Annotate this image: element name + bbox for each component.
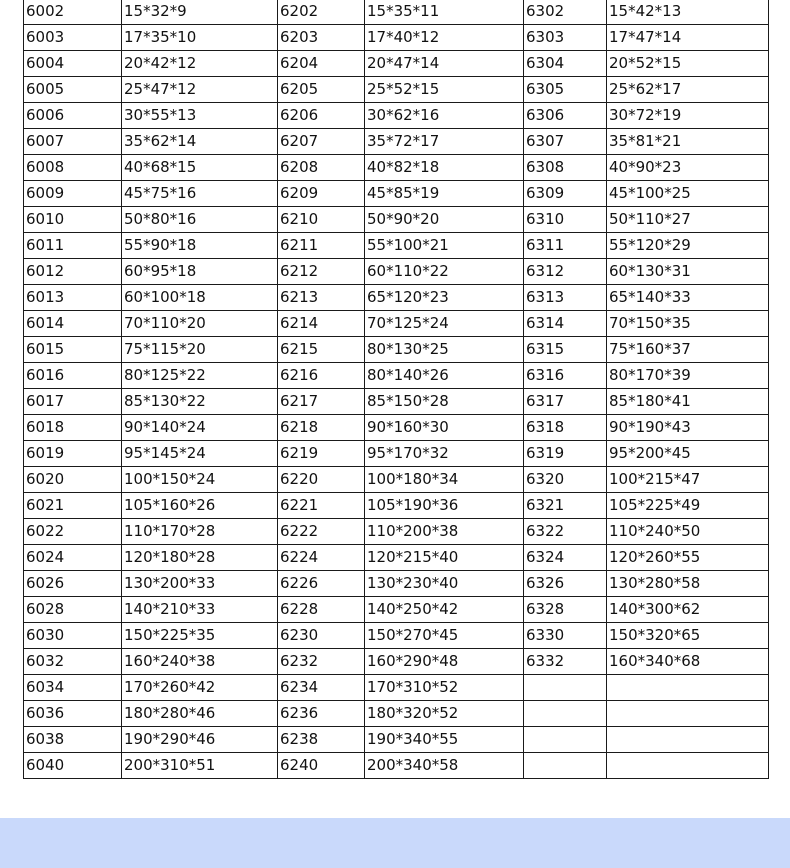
- model-6300-series-cell: 6315: [524, 337, 607, 363]
- model-6200-series-cell: 6221: [278, 493, 365, 519]
- model-6300-series-cell: 6303: [524, 25, 607, 51]
- size-6000-series-cell: 55*90*18: [122, 233, 278, 259]
- table-row: [24, 493, 769, 519]
- size-6300-series-cell: 150*320*65: [607, 623, 769, 649]
- size-6200-series-cell: 20*47*14: [365, 51, 524, 77]
- size-6300-series-cell: [607, 753, 769, 779]
- size-6000-series-cell: 180*280*46: [122, 701, 278, 727]
- model-6000-series-cell: 6016: [24, 363, 122, 389]
- size-6000-series-cell: 45*75*16: [122, 181, 278, 207]
- size-6000-series-cell: 20*42*12: [122, 51, 278, 77]
- model-6200-series-cell: 6236: [278, 701, 365, 727]
- size-6300-series-cell: 60*130*31: [607, 259, 769, 285]
- bearing-size-table: [23, 0, 769, 779]
- model-6300-series-cell: [524, 727, 607, 753]
- table-row: [24, 285, 769, 311]
- size-6300-series-cell: 15*42*13: [607, 0, 769, 25]
- model-6000-series-cell: 6026: [24, 571, 122, 597]
- model-6300-series-cell: 6326: [524, 571, 607, 597]
- size-6200-series-cell: 35*72*17: [365, 129, 524, 155]
- size-6300-series-cell: [607, 675, 769, 701]
- size-6200-series-cell: 50*90*20: [365, 207, 524, 233]
- model-6300-series-cell: 6302: [524, 0, 607, 25]
- model-6000-series-cell: 6028: [24, 597, 122, 623]
- size-6300-series-cell: 20*52*15: [607, 51, 769, 77]
- table-row: [24, 259, 769, 285]
- model-6000-series-cell: 6002: [24, 0, 122, 25]
- model-6300-series-cell: 6320: [524, 467, 607, 493]
- model-6200-series-cell: 6214: [278, 311, 365, 337]
- model-6300-series-cell: 6311: [524, 233, 607, 259]
- model-6000-series-cell: 6021: [24, 493, 122, 519]
- size-6000-series-cell: 190*290*46: [122, 727, 278, 753]
- model-6000-series-cell: 6009: [24, 181, 122, 207]
- size-6000-series-cell: 25*47*12: [122, 77, 278, 103]
- model-6200-series-cell: 6230: [278, 623, 365, 649]
- model-6200-series-cell: 6234: [278, 675, 365, 701]
- size-6200-series-cell: 90*160*30: [365, 415, 524, 441]
- table-row: [24, 129, 769, 155]
- model-6300-series-cell: 6314: [524, 311, 607, 337]
- model-6200-series-cell: 6215: [278, 337, 365, 363]
- size-6200-series-cell: 45*85*19: [365, 181, 524, 207]
- size-6200-series-cell: 65*120*23: [365, 285, 524, 311]
- size-6200-series-cell: 160*290*48: [365, 649, 524, 675]
- size-6300-series-cell: 110*240*50: [607, 519, 769, 545]
- size-6300-series-cell: 30*72*19: [607, 103, 769, 129]
- size-6200-series-cell: 80*140*26: [365, 363, 524, 389]
- size-6300-series-cell: 75*160*37: [607, 337, 769, 363]
- model-6000-series-cell: 6004: [24, 51, 122, 77]
- model-6300-series-cell: 6305: [524, 77, 607, 103]
- model-6300-series-cell: 6321: [524, 493, 607, 519]
- size-6300-series-cell: 50*110*27: [607, 207, 769, 233]
- size-6000-series-cell: 130*200*33: [122, 571, 278, 597]
- size-6300-series-cell: 100*215*47: [607, 467, 769, 493]
- table-row: [24, 233, 769, 259]
- size-6300-series-cell: 140*300*62: [607, 597, 769, 623]
- model-6000-series-cell: 6032: [24, 649, 122, 675]
- size-6000-series-cell: 80*125*22: [122, 363, 278, 389]
- table-row: [24, 103, 769, 129]
- size-6000-series-cell: 40*68*15: [122, 155, 278, 181]
- table-row: [24, 337, 769, 363]
- model-6200-series-cell: 6210: [278, 207, 365, 233]
- model-6300-series-cell: [524, 675, 607, 701]
- size-6200-series-cell: 140*250*42: [365, 597, 524, 623]
- table-row: [24, 467, 769, 493]
- size-6000-series-cell: 15*32*9: [122, 0, 278, 25]
- size-6000-series-cell: 75*115*20: [122, 337, 278, 363]
- size-6000-series-cell: 95*145*24: [122, 441, 278, 467]
- model-6000-series-cell: 6003: [24, 25, 122, 51]
- model-6300-series-cell: 6308: [524, 155, 607, 181]
- model-6200-series-cell: 6228: [278, 597, 365, 623]
- size-6000-series-cell: 35*62*14: [122, 129, 278, 155]
- model-6200-series-cell: 6205: [278, 77, 365, 103]
- model-6200-series-cell: 6213: [278, 285, 365, 311]
- model-6000-series-cell: 6019: [24, 441, 122, 467]
- model-6000-series-cell: 6040: [24, 753, 122, 779]
- size-6200-series-cell: 95*170*32: [365, 441, 524, 467]
- size-6300-series-cell: 95*200*45: [607, 441, 769, 467]
- model-6300-series-cell: 6330: [524, 623, 607, 649]
- model-6300-series-cell: 6318: [524, 415, 607, 441]
- size-6200-series-cell: 110*200*38: [365, 519, 524, 545]
- size-6300-series-cell: 90*190*43: [607, 415, 769, 441]
- model-6300-series-cell: 6324: [524, 545, 607, 571]
- size-6200-series-cell: 60*110*22: [365, 259, 524, 285]
- model-6200-series-cell: 6204: [278, 51, 365, 77]
- size-6300-series-cell: 45*100*25: [607, 181, 769, 207]
- size-6000-series-cell: 90*140*24: [122, 415, 278, 441]
- size-6300-series-cell: 160*340*68: [607, 649, 769, 675]
- table-row: [24, 753, 769, 779]
- table-row: [24, 25, 769, 51]
- size-6200-series-cell: 120*215*40: [365, 545, 524, 571]
- model-6200-series-cell: 6220: [278, 467, 365, 493]
- size-6200-series-cell: 55*100*21: [365, 233, 524, 259]
- table-row: [24, 389, 769, 415]
- size-6200-series-cell: 180*320*52: [365, 701, 524, 727]
- model-6200-series-cell: 6222: [278, 519, 365, 545]
- size-6200-series-cell: 25*52*15: [365, 77, 524, 103]
- model-6200-series-cell: 6209: [278, 181, 365, 207]
- table-row: [24, 77, 769, 103]
- model-6300-series-cell: 6328: [524, 597, 607, 623]
- size-6200-series-cell: 170*310*52: [365, 675, 524, 701]
- size-6300-series-cell: 55*120*29: [607, 233, 769, 259]
- size-6300-series-cell: 35*81*21: [607, 129, 769, 155]
- model-6000-series-cell: 6011: [24, 233, 122, 259]
- model-6200-series-cell: 6224: [278, 545, 365, 571]
- model-6000-series-cell: 6034: [24, 675, 122, 701]
- model-6000-series-cell: 6018: [24, 415, 122, 441]
- model-6300-series-cell: [524, 701, 607, 727]
- size-6300-series-cell: 70*150*35: [607, 311, 769, 337]
- size-6000-series-cell: 30*55*13: [122, 103, 278, 129]
- model-6200-series-cell: 6218: [278, 415, 365, 441]
- size-6200-series-cell: 17*40*12: [365, 25, 524, 51]
- table-row: [24, 0, 769, 25]
- table-row: [24, 519, 769, 545]
- size-6000-series-cell: 100*150*24: [122, 467, 278, 493]
- model-6300-series-cell: 6309: [524, 181, 607, 207]
- size-6200-series-cell: 130*230*40: [365, 571, 524, 597]
- size-6000-series-cell: 60*95*18: [122, 259, 278, 285]
- table-row: [24, 597, 769, 623]
- table-row: [24, 207, 769, 233]
- model-6200-series-cell: 6211: [278, 233, 365, 259]
- table-row: [24, 571, 769, 597]
- size-6000-series-cell: 120*180*28: [122, 545, 278, 571]
- model-6000-series-cell: 6036: [24, 701, 122, 727]
- model-6000-series-cell: 6010: [24, 207, 122, 233]
- size-6200-series-cell: 30*62*16: [365, 103, 524, 129]
- model-6200-series-cell: 6219: [278, 441, 365, 467]
- size-6200-series-cell: 150*270*45: [365, 623, 524, 649]
- size-6300-series-cell: 40*90*23: [607, 155, 769, 181]
- model-6300-series-cell: 6310: [524, 207, 607, 233]
- table-row: [24, 675, 769, 701]
- model-6300-series-cell: 6317: [524, 389, 607, 415]
- model-6200-series-cell: 6226: [278, 571, 365, 597]
- table-row: [24, 649, 769, 675]
- size-6000-series-cell: 160*240*38: [122, 649, 278, 675]
- table-row: [24, 181, 769, 207]
- model-6300-series-cell: 6319: [524, 441, 607, 467]
- size-6200-series-cell: 85*150*28: [365, 389, 524, 415]
- size-6000-series-cell: 170*260*42: [122, 675, 278, 701]
- model-6300-series-cell: 6313: [524, 285, 607, 311]
- model-6000-series-cell: 6014: [24, 311, 122, 337]
- size-6000-series-cell: 60*100*18: [122, 285, 278, 311]
- model-6300-series-cell: 6332: [524, 649, 607, 675]
- model-6300-series-cell: 6307: [524, 129, 607, 155]
- table-row: [24, 623, 769, 649]
- model-6300-series-cell: [524, 753, 607, 779]
- footer-band: [0, 818, 790, 868]
- size-6300-series-cell: 65*140*33: [607, 285, 769, 311]
- model-6000-series-cell: 6013: [24, 285, 122, 311]
- size-6300-series-cell: 85*180*41: [607, 389, 769, 415]
- model-6000-series-cell: 6015: [24, 337, 122, 363]
- model-6300-series-cell: 6322: [524, 519, 607, 545]
- size-6000-series-cell: 150*225*35: [122, 623, 278, 649]
- size-6300-series-cell: [607, 701, 769, 727]
- table-row: [24, 311, 769, 337]
- table-row: [24, 155, 769, 181]
- model-6200-series-cell: 6216: [278, 363, 365, 389]
- size-6300-series-cell: 105*225*49: [607, 493, 769, 519]
- size-6200-series-cell: 80*130*25: [365, 337, 524, 363]
- model-6000-series-cell: 6006: [24, 103, 122, 129]
- size-6000-series-cell: 140*210*33: [122, 597, 278, 623]
- size-6000-series-cell: 50*80*16: [122, 207, 278, 233]
- model-6000-series-cell: 6005: [24, 77, 122, 103]
- size-6200-series-cell: 190*340*55: [365, 727, 524, 753]
- size-6000-series-cell: 110*170*28: [122, 519, 278, 545]
- model-6000-series-cell: 6017: [24, 389, 122, 415]
- size-6300-series-cell: 120*260*55: [607, 545, 769, 571]
- model-6000-series-cell: 6030: [24, 623, 122, 649]
- model-6200-series-cell: 6212: [278, 259, 365, 285]
- table-row: [24, 701, 769, 727]
- model-6200-series-cell: 6207: [278, 129, 365, 155]
- model-6200-series-cell: 6203: [278, 25, 365, 51]
- size-6300-series-cell: 130*280*58: [607, 571, 769, 597]
- model-6200-series-cell: 6206: [278, 103, 365, 129]
- model-6000-series-cell: 6012: [24, 259, 122, 285]
- size-6000-series-cell: 105*160*26: [122, 493, 278, 519]
- model-6000-series-cell: 6024: [24, 545, 122, 571]
- size-6200-series-cell: 105*190*36: [365, 493, 524, 519]
- model-6200-series-cell: 6232: [278, 649, 365, 675]
- model-6200-series-cell: 6208: [278, 155, 365, 181]
- table-row: [24, 363, 769, 389]
- size-6000-series-cell: 70*110*20: [122, 311, 278, 337]
- size-6000-series-cell: 200*310*51: [122, 753, 278, 779]
- model-6200-series-cell: 6238: [278, 727, 365, 753]
- size-6200-series-cell: 100*180*34: [365, 467, 524, 493]
- size-6000-series-cell: 85*130*22: [122, 389, 278, 415]
- size-6300-series-cell: 80*170*39: [607, 363, 769, 389]
- model-6000-series-cell: 6038: [24, 727, 122, 753]
- model-6300-series-cell: 6304: [524, 51, 607, 77]
- size-6300-series-cell: 17*47*14: [607, 25, 769, 51]
- size-6300-series-cell: [607, 727, 769, 753]
- size-6200-series-cell: 40*82*18: [365, 155, 524, 181]
- model-6200-series-cell: 6240: [278, 753, 365, 779]
- model-6000-series-cell: 6007: [24, 129, 122, 155]
- model-6300-series-cell: 6312: [524, 259, 607, 285]
- model-6000-series-cell: 6008: [24, 155, 122, 181]
- table-row: [24, 51, 769, 77]
- table-row: [24, 441, 769, 467]
- size-6300-series-cell: 25*62*17: [607, 77, 769, 103]
- size-6200-series-cell: 70*125*24: [365, 311, 524, 337]
- model-6200-series-cell: 6202: [278, 0, 365, 25]
- model-6000-series-cell: 6022: [24, 519, 122, 545]
- table-body: [24, 0, 769, 779]
- model-6300-series-cell: 6316: [524, 363, 607, 389]
- table-row: [24, 727, 769, 753]
- model-6000-series-cell: 6020: [24, 467, 122, 493]
- model-6200-series-cell: 6217: [278, 389, 365, 415]
- size-6200-series-cell: 15*35*11: [365, 0, 524, 25]
- table-row: [24, 415, 769, 441]
- size-6000-series-cell: 17*35*10: [122, 25, 278, 51]
- table-row: [24, 545, 769, 571]
- model-6300-series-cell: 6306: [524, 103, 607, 129]
- size-6200-series-cell: 200*340*58: [365, 753, 524, 779]
